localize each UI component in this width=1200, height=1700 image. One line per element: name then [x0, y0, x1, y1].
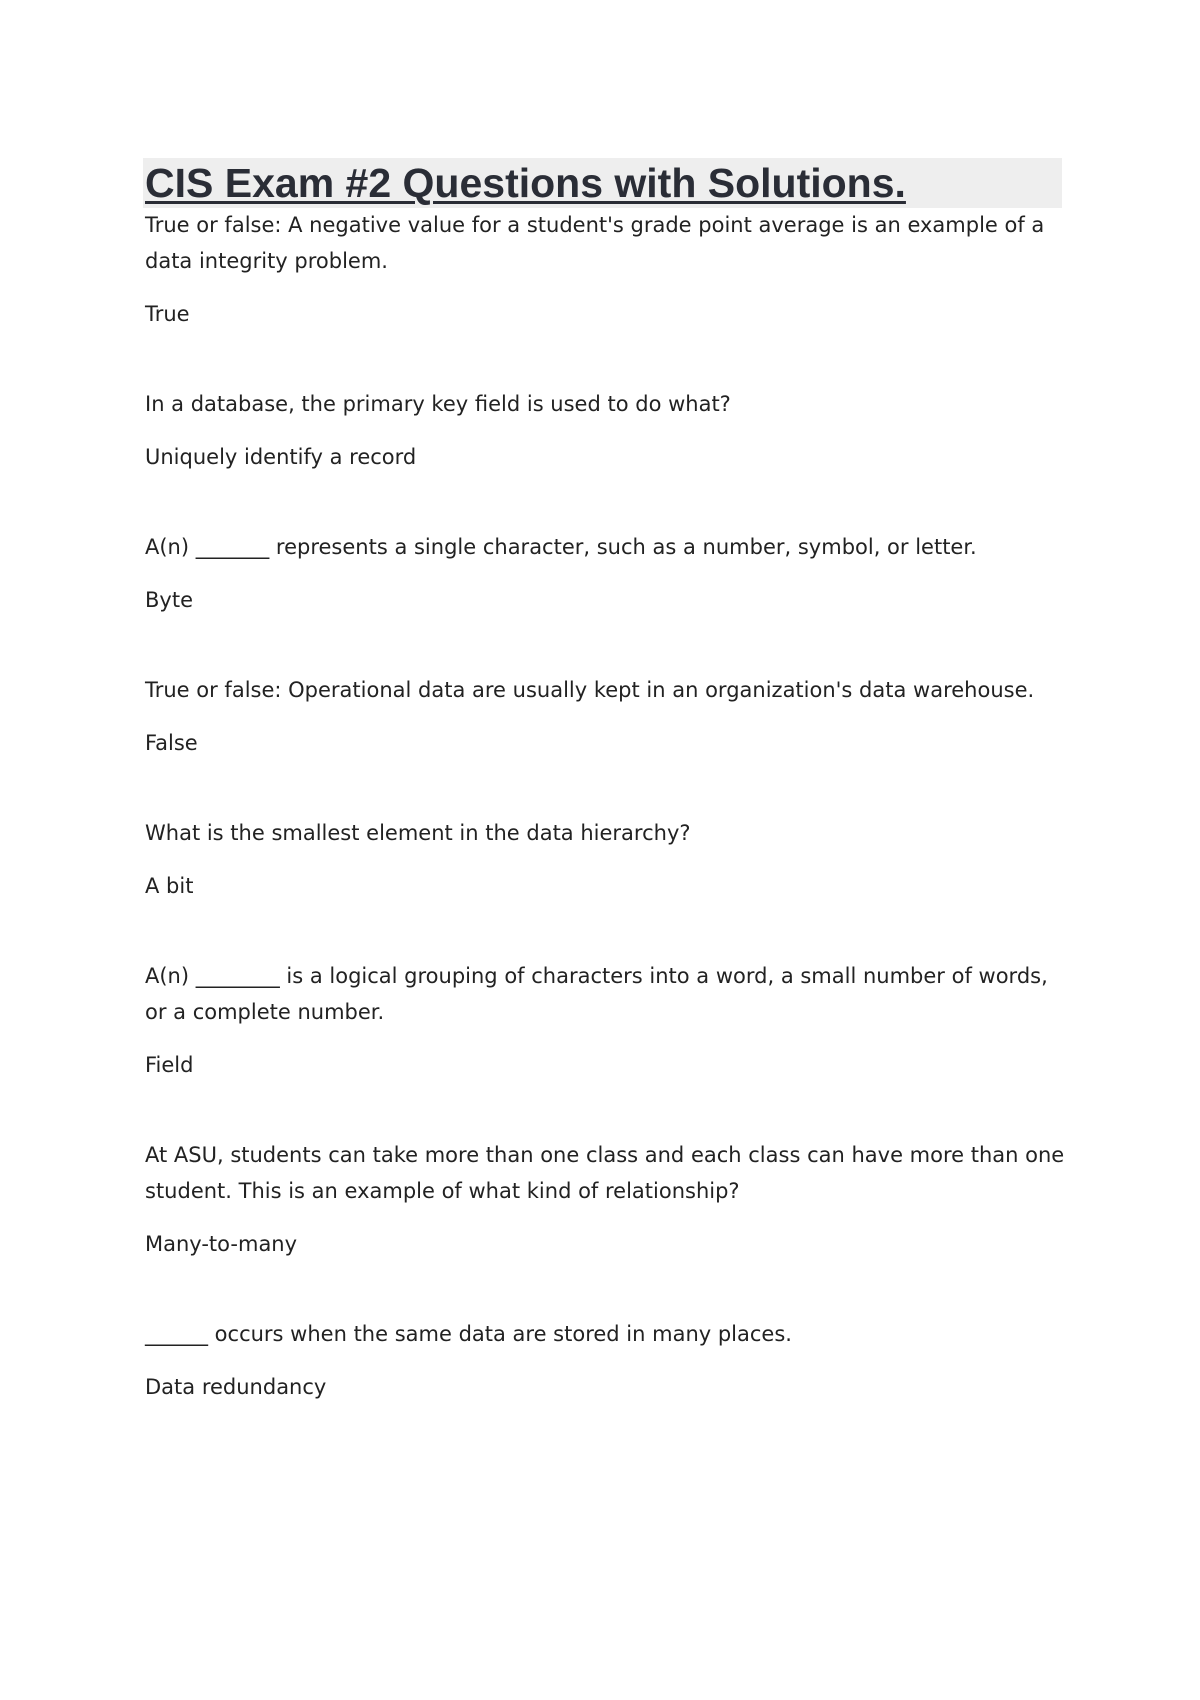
qa-item — [145, 1137, 1065, 1262]
answer-text: A bit — [145, 874, 194, 898]
qa-item — [145, 958, 1065, 1083]
answer-text: Many-to-many — [145, 1232, 298, 1256]
answer-text: True — [145, 302, 190, 326]
question-text: At ASU, students can take more than one class and each class can have more than one student. This is an example of what kind of relationship? — [145, 1143, 1065, 1203]
qa-item — [145, 207, 1065, 332]
question-text: In a database, the primary key field is used to do what? — [145, 392, 731, 416]
answer-text: Uniquely identify a record — [145, 445, 417, 469]
qa-item — [145, 386, 1065, 475]
question-text: What is the smallest element in the data hierarchy? — [145, 821, 691, 845]
answer-text: Field — [145, 1053, 194, 1077]
question-text: True or false: A negative value for a student's grade point average is an example of a data integrity problem. — [145, 213, 1045, 273]
qa-item — [145, 1316, 1065, 1405]
answer-text: Data redundancy — [145, 1375, 327, 1399]
answer-text: Byte — [145, 588, 193, 612]
question-text: A(n) ________ is a logical grouping of characters into a word, a small number of words, or a complete number. — [145, 964, 1048, 1024]
qa-item — [145, 815, 1065, 904]
question-text: ______ occurs when the same data are stored in many places. — [145, 1322, 792, 1346]
question-text: A(n) _______ represents a single character, such as a number, symbol, or letter. — [145, 535, 977, 559]
qa-item — [145, 529, 1065, 618]
answer-text: False — [145, 731, 198, 755]
question-text: True or false: Operational data are usually kept in an organization's data warehouse. — [145, 678, 1035, 702]
question-answer-list — [145, 207, 1065, 1459]
document-title: CIS Exam #2 Questions with Solutions. — [145, 160, 906, 206]
qa-item — [145, 672, 1065, 761]
